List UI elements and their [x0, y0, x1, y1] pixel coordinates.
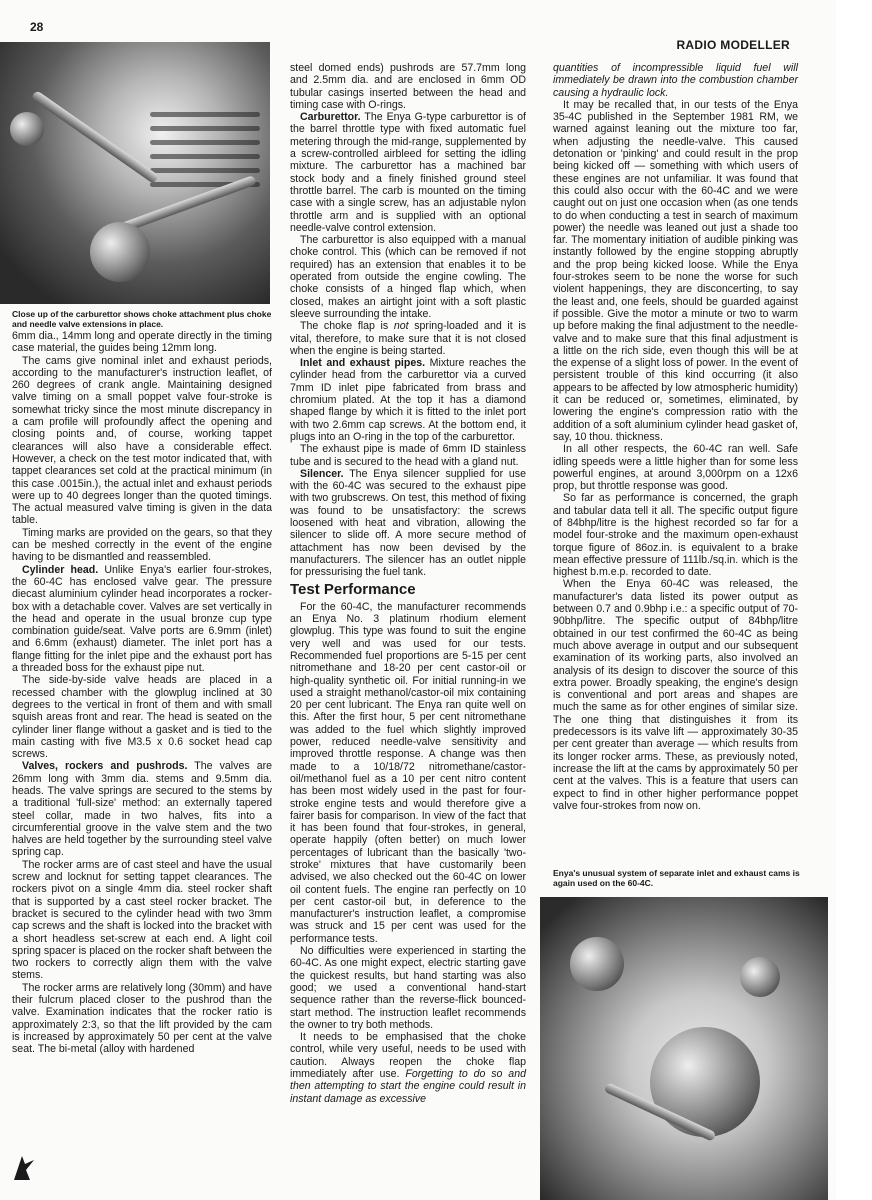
paragraph: Inlet and exhaust pipes. Mixture reaches the cylinder head from the carburettor via a curved 7mm ID inlet pipe fabricated from brass and chromium plated. At the top it has a diamond shaped flange by which it is fitted to the inlet port with two 2.6mm cap screws. At the bottom end, it plugs into an O-ring in the top of the carburettor.: [290, 357, 526, 443]
paragraph: No difficulties were experienced in starting the 60-4C. As one might expect, electric starting gave the quickest results, but hand starting was also good; we used a conventional hand-start sequence rather than the reverse-flick bounced-start method. The instruction leaflet recommends the owner to try both methods.: [290, 945, 526, 1031]
publisher-logo-icon: [8, 1150, 38, 1184]
paragraph: The rocker arms are of cast steel and have the usual screw and locknut for setting tappet clearances. The rockers pivot on a single 4mm dia. steel rocker shaft that is supported by a cast steel rocker bracket. The bracket is secured to the cylinder head with two 3mm cap screws and the shaft is locked into the bracket with a short headless set-screw at each end. A light coil spring spacer is placed on the rocker shaft between the two rockers to correctly align them with the valve stems.: [12, 858, 272, 982]
paragraph: steel domed ends) pushrods are 57.7mm long and 2.5mm dia. and are enclosed in 6mm OD tubular casings inserted between the head and timing case with O-rings.: [290, 62, 526, 111]
paragraph: The side-by-side valve heads are placed in a recessed chamber with the glowplug inclined at 30 degrees to the vertical in front of them and with small squish areas front and rear. The head is seated on the cylinder liner flange without a gasket and is tied to the main casting with five M3.5 x 0.6 socket head cap screws.: [12, 674, 272, 761]
paragraph: quantities of incompressible liquid fuel will immediately be drawn into the combustion chamber causing a hydraulic lock.: [553, 62, 798, 99]
page-number: 28: [30, 20, 44, 34]
paragraph: So far as performance is concerned, the graph and tabular data tell it all. The specific output figure of 84bhp/litre is the highest recorded so far for a model four-stroke and the maximum open-exhaust torque figure of 86oz.in. is equivalent to a brake mean effective pressure of 111lb./sq.in. which is the highest b.m.e.p. recorded to date.: [553, 492, 798, 579]
subhead-cylinder-head: Cylinder head.: [22, 563, 99, 576]
paragraph: The exhaust pipe is made of 6mm ID stainless tube and is secured to the head with a gland nut.: [290, 443, 526, 468]
section-heading: Test Performance: [290, 581, 416, 599]
paragraph: In all other respects, the 60-4C ran well. Safe idling speeds were a little higher than for some less powerful engines, at around 3,000rpm on a 12x6 prop, but throttle response was good.: [553, 443, 798, 493]
paragraph: The choke flap is not spring-loaded and it is vital, therefore, to make sure that it is not closed when the engine is being started.: [290, 320, 527, 357]
paragraph: Carburettor. The Enya G-type carburettor is of the barrel throttle type with fixed automatic fuel metering through the mid-range, supplemented by a screw-controlled airbleed for setting the idling mixture. The carburettor has a machined bar stock body and a finely finished ground steel throttle barrel. The carb is mounted on the timing case with a single screw, has an adjustable nylon throttle arm and is supplied with an optional needle-valve control extension.: [290, 111, 526, 234]
cams-photo: [540, 897, 828, 1200]
paragraph: The cams give nominal inlet and exhaust periods, according to the manufacturer's instruction leaflet, of 260 degrees of crank angle. Maintaining designed valve timing on a small poppet valve four-stroke is somewhat tricky since the most minute discrepancy in a cam profile will profoundly affect the opening and closing points and, of course, working tappet clearances will also have a considerable effect. However, a check on the test motor indicated that, with tappet clearances set cold at the practical minimum (in this case .0015in.), the actual inlet and exhaust periods were up to 40 degrees longer than the quoted timings. The actual measured valve timing is given in the data table.: [12, 354, 272, 527]
article-column-1: [12, 330, 272, 1056]
paragraph: Cylinder head. Unlike Enya's earlier four-strokes, the 60-4C has enclosed valve gear. The pressure diecast aluminium cylinder head incorporates a rocker-box with a detachable cover. Valves are set vertically in the head and operate in the usual bronze cup type combination guide/seat. Valve ports are 6.9mm (inlet) and 6.6mm (exhaust) diameter. The inlet port has a flange fitting for the inlet pipe and the exhaust port has a threaded boss for the exhaust pipe nut.: [12, 563, 272, 675]
paragraph: The rocker arms are relatively long (30mm) and have their fulcrum placed closer to the pushrod than the valve. Examination indicates that the rocker ratio is approximately 2:3, so that the lift provided by the cam is increased by approximately 50 per cent at the valve seat. The bi-metal (alloy with hardened: [12, 981, 272, 1056]
subhead-carburettor: Carburettor.: [300, 111, 361, 124]
paragraph: It may be recalled that, in our tests of the Enya 35-4C published in the September 1981 RM, we warned against leaning out the mixture too far, when adjusting the needle-valve. This caused detonation or 'pinking' and could result in the prop being kicked off — something with which users of these engines are not unfamiliar. It was found that this could also occur with the 60-4C and we were caught out on just one occasion when (as one tends to do when conducting a test in search of maximum power) the needle was leaned out just a shade too far. The momentary initiation of audible pinking was instantly followed by the engine stopping abruptly and the prop being kicked loose. While the Enya four-strokes seem to be none the worse for such violent happenings, they are disconcerting, to say the least and, one feels, should be guarded against if possible. Give the motor a minute or two to warm up before making the final adjustment to the needle-valve and to make sure that this final adjustment is a little on the rich side, even though this will be at the expense of a slight loss of power. In the event of persistent trouble of this kind occurring (it also appears to be affected by low atmospheric humidity) it can be reduced or, sometimes, eliminated, by lowering the engine's compression ratio with the addition of a soft aluminium cylinder head gasket of, say, 10 thou. thickness.: [553, 98, 798, 443]
paragraph: When the Enya 60-4C was released, the manufacturer's data listed its power output as between 0.7 and 0.9bhp i.e.: a specific output of 70-90bhp/litre. The specific output of 84bhp/litre obtained in our test confirmed the 60-4C as being much above average in output and our subsequent examination of its working parts, also involved an analysis of its design to discover the source of this extra power. Broadly speaking, the engine's design is conventional and port areas and shapes are much the same as for other engines of similar size. The one thing that distinguishes it from its predecessors is its valve lift — approximately 30-35 per cent greater than average — which results from its longer rocker arms. These, as previously noted, increase the lift at the cams by approximately 50 per cent at the valves. This is a feature that users can expect to find in other higher performance poppet valve four-strokes from now on.: [553, 578, 798, 812]
photo-caption-cams: Enya's unusual system of separate inlet and exhaust cams is again used on the 60-4C.: [553, 868, 800, 888]
subhead-pipes: Inlet and exhaust pipes.: [300, 357, 426, 370]
photo-caption-carburettor: Close up of the carburettor shows choke attachment plus choke and needle valve extensions in place.: [12, 309, 272, 329]
subhead-valves: Valves, rockers and pushrods.: [22, 760, 188, 773]
paragraph: For the 60-4C, the manufacturer recommends an Enya No. 3 platinum rhodium element glowplug. This type was found to suit the engine very well and was used for our tests. Recommended fuel proportions are 5-15 per cent nitromethane and 18-20 per cent castor-oil or high-quality synthetic oil. For initial running-in we used a straight methanol/castor-oil mix containing 20 per cent lubricant. The Enya ran quite well on this. After the first hour, 5 per cent nitromethane was added to the fuel which slightly improved power, reduced needle-valve sensitivity and improved throttle response. A change was then made to a 10/18/72 nitromethane/castor-oil/methanol fuel as a 10 per cent nitro content has been most widely used in the past for four-stroke engine tests and would therefore give a fairer basis for comparison. In view of the fact that it has been found that four-strokes, in general, operate happily (often better) on much lower percentages of lubricant than the basically 'two-stroke' mixtures that have customarily been advised, we also checked out the 60-4C on lower oil content fuels. The engine ran perfectly on 10 per cent castor-oil but, in deference to the manufacturer's instruction leaflet, a compromise was struck and 15 per cent was used for the performance tests.: [290, 600, 526, 945]
paragraph: 6mm dia., 14mm long and operate directly in the timing case material, the guides being 12mm long.: [12, 330, 272, 355]
paragraph: Timing marks are provided on the gears, so that they can be meshed correctly in the event of the engine having to be dismantled and reassembled.: [12, 526, 272, 564]
page-margin: [836, 0, 872, 1200]
paragraph: The carburettor is also equipped with a manual choke control. This (which can be removed if not required) has an extension that enables it to be operated from outside the engine cowling. The choke consists of a hinged flap which, when closed, makes an airtight joint with a soft plastic sleeve surrounding the intake.: [290, 234, 526, 320]
paragraph: Silencer. The Enya silencer supplied for use with the 60-4C was secured to the exhaust pipe with two grubscrews. On test, this method of fixing was found to be unsatisfactory: the screws loosened with heat and vibration, allowing the silencer to slide off. A more secure method of attachment has now been devised by the manufacturers. The silencer has an outlet nipple for pressurising the fuel tank.: [290, 467, 526, 579]
article-column-3: [553, 62, 798, 812]
paragraph: Valves, rockers and pushrods. The valves are 26mm long with 3mm dia. stems and 9.5mm dia. heads. The valve springs are secured to the stems by a traditional 'full-size' method: an externally tapered steel collar, made in two halves, fits into a circumferential groove in the valve stem and the two halves are held together by the surrounding steel valve spring cap.: [12, 760, 273, 859]
subhead-silencer: Silencer.: [300, 467, 344, 480]
article-column-2: [290, 62, 526, 1105]
paragraph: It needs to be emphasised that the choke control, while very useful, needs to be used with caution. Always reopen the choke flap immediately after use. Forgetting to do so and then attempting to start the engine could result in instant damage as excessive: [290, 1031, 526, 1105]
running-head: RADIO MODELLER: [676, 38, 790, 52]
carburettor-photo: [0, 42, 270, 304]
